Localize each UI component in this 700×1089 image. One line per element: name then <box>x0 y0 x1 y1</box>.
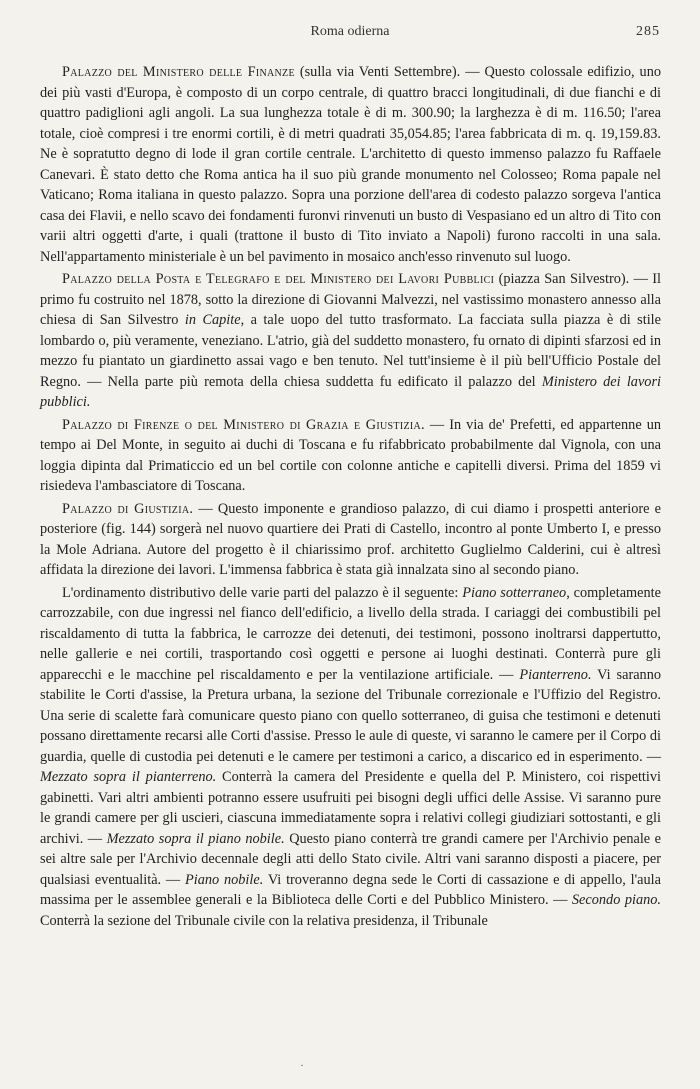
entry-text: (piazza San Silvestro). — Il primo fu costruito nel 1878, sotto la direzione di Giovanni Malvezzi, nel vastissimo monastero annesso alla chiesa di San Silvestro <box>40 271 662 328</box>
entry-text: Vi troveranno degna sede le Corti di cassazione e di appello, l'aula massima per le assemblee generali e la Biblioteca delle Corti e del Pubblico Ministero. — <box>40 871 661 908</box>
entry-text: Conterrà la camera del Presidente e quella del P. Ministero, coi rispettivi gabinetti. Vari altri ambienti potranno essere usufruiti pei bisogni degli uffici delle Assise. Vi saranno pure le grandi camere per gli uscieri, ciascuna immediatamente sopra i relativi collegi giudiziari sottostanti, e gli archivi. — <box>40 769 661 847</box>
italic-phrase: Piano sotterraneo <box>462 584 567 601</box>
entry-heading: Palazzo della Posta e Telegrafo e del Ministero dei Lavori Pubblici <box>62 271 495 287</box>
italic-phrase: Ministero dei lavori pubblici. <box>40 373 661 410</box>
entry-heading: Palazzo di Firenze o del Ministero di Grazia e Giustizia. <box>62 416 425 433</box>
entry-text: L'ordinamento distributivo delle varie parti del palazzo è il seguente: <box>62 584 463 601</box>
italic-phrase: Piano nobile. <box>185 871 264 888</box>
running-header <box>40 24 660 46</box>
paragraph-posta <box>40 269 661 413</box>
paragraph-firenze <box>40 415 661 497</box>
entry-text: (sulla via Venti Settembre). — Questo colossale edifizio, uno dei più vasti d'Europa, è composto di un corpo centrale, di quattro bracci longitudinali, di due fianchi e di quattro padiglioni agli angoli. La sua lunghezza totale è di m. 300.90; la larghezza è di m. 116.50; l'area totale, cioè compresi i tre enormi cortili, è di metri quadrati 35,054.85; l'area fabbricata di m. q. 19,159.83. Ne è sopratutto degno di lode il gran cortile centrale. L'architetto di questo immenso palazzo fu Raffaele Canevari. È stato detto che Roma antica ha il suo più grande monumento nel Colosseo; Roma papale nel Vaticano; Roma italiana in questo palazzo. Sopra una porzione dell'area di codesto palazzo sorgeva l'antica casa dei Flavii, e nello scavo dei fondamenti furonvi rinvenuti un busto di Vespasiano ed un altro di Tito con varii altri oggetti d'arte, i quali (trattone il busto di Tito inviato a Napoli) furono raccolti in una sala. Nell'appartamento ministeriale è un bel pavimento in mosaico anch'esso rinvenuto sul luogo. <box>40 64 661 265</box>
entry-text: , a tale uopo del tutto trasformato. La facciata sulla piazza è di stile lombardo o, più veramente, veneziano. L'atrio, già del suddetto monastero, fu ornato di dipinti sfarzosi ed in mezzo fu piantato un giardinetto assai vago e ben tenuto. Nel tutt'insieme è il più bell'Ufficio Postale del Regno. — Nella parte più remota della chiesa suddetta fu edificato il palazzo del <box>40 312 662 390</box>
running-title: Roma odierna <box>310 24 390 39</box>
footer-mark: · <box>300 1058 304 1072</box>
page-number: 285 <box>636 24 660 39</box>
entry-heading: Palazzo del Ministero delle Finanze <box>62 64 295 80</box>
italic-phrase: in Capite <box>184 312 241 328</box>
entry-text: Vi saranno stabilite le Corti d'assise, la Pretura urbana, la sezione del Tribunale correzionale e l'Uffizio del Registro. Una serie di scalette farà comunicare questo piano con quello sotterraneo, di guisa che testimoni e detenuti possano direttamente recarsi alle Corti d'assise. Presso le aule di queste, vi saranno le camere per il Corpo di guardia, quelle di custodia pei detenuti e le camere per testimoni a carico, a discarico ed in esperimento. — <box>40 666 661 765</box>
entry-text: — Questo imponente e grandioso palazzo, di cui diamo i prospetti anteriore e posteriore (fig. 144) sorgerà nel nuovo quartiere dei Prati di Castello, incontro al ponte Umberto I, e presso la Mole Adriana. Autore del progetto è il chiarissimo prof. architetto Guglielmo Calderini, cui è altresì affidata la direzione dei lavori. L'immensa fabbrica è stata già innalzata sino al secondo piano. <box>40 500 661 578</box>
paragraph-finanze <box>40 62 661 267</box>
entry-heading: Palazzo di Giustizia. <box>62 500 194 517</box>
entry-text: Conterrà la sezione del Tribunale civile con la relativa presidenza, il Tribunale <box>40 912 488 929</box>
italic-phrase: Mezzato sopra il pianterreno. <box>40 769 217 785</box>
entry-text: Questo piano conterrà tre grandi camere per l'Archivio penale e sei altre sale per l'Archivio decennale degli atti dello Stato civile. Altri vani saranno disposti a piacere, per qualsiasi eventualità. — <box>40 830 662 888</box>
italic-phrase: Secondo piano. <box>571 892 661 908</box>
entry-text: — In via de' Prefetti, ed appartenne un tempo ai Del Monte, in seguito ai duchi di Toscana e fu rifabbricato probabilmente dal Vignola, con una loggia dipinta dal Primaticcio ed un bel cortile con colonne antiche e capitelli diversi. Prima del 1859 vi risiedeva l'ambasciatore di Toscana. <box>40 416 661 494</box>
paragraph-giustizia <box>40 499 661 581</box>
entry-text: , completamente carrozzabile, con due ingressi nel fianco dell'edificio, a livello della strada. I cariaggi dei combustibili pel riscaldamento di tutta la fabbrica, le carrozze dei detenuti, dei testimoni, possono inoltrarsi dappertutto, nelle gallerie e nei cortili, trasportando così oggetti e persone ai luoghi destinati. Conterrà pure gli apparecchi e le macchine pel riscaldamento e per la ventilazione artificiale. — <box>40 584 661 683</box>
italic-phrase: Pianterreno. <box>519 666 592 683</box>
paragraph-ordinamento <box>40 583 661 932</box>
body-text <box>40 62 661 933</box>
italic-phrase: Mezzato sopra il piano nobile. <box>106 830 285 847</box>
